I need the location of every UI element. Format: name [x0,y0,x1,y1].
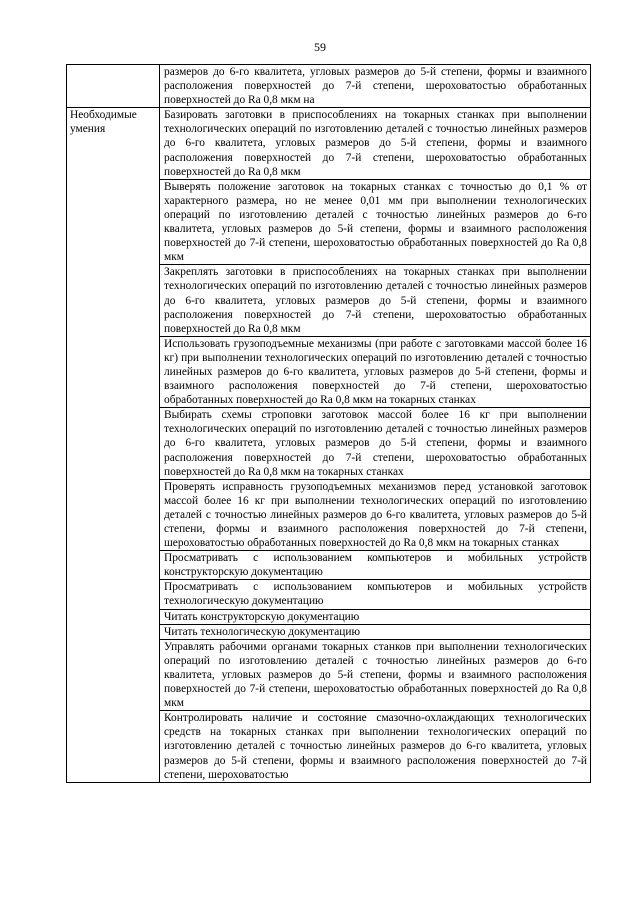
table-row [67,108,591,179]
continued-text-cell: размеров до 6-го квалитета, угловых размеров до 5-й степени, формы и взаимного расположения поверхностей до 7-й степени, шероховатостью обработанных поверхностей до Ra 0,8 мкм на [160,65,591,108]
skill-item: Выверять положение заготовок на токарных станках с точностью до 0,1 % от характерного размера, но не менее 0,01 мм при выполнении технологических операций по изготовлению деталей с точностью линейных размеров до 6-го квалитета, угловых размеров до 5-й степени, формы и взаимного расположения поверхностей до 7-й степени, шероховатостью обработанных поверхностей до Ra 0,8 мкм [160,179,591,265]
page-number: 59 [314,40,326,54]
skill-item: Просматривать с использованием компьютеров и мобильных устройств конструкторскую документацию [160,551,591,580]
skill-item: Просматривать с использованием компьютеров и мобильных устройств технологическую документацию [160,580,591,609]
skill-item: Выбирать схемы строповки заготовок массой более 16 кг при выполнении технологических операций по изготовлению деталей с точностью линейных размеров до 6-го квалитета, угловых размеров до 5-й степени, формы и взаимного расположения поверхностей до 7-й степени, шероховатостью обработанных поверхностей до Ra 0,8 мкм на токарных станках [160,408,591,479]
skill-item: Закреплять заготовки в приспособлениях на токарных станках при выполнении технологических операций по изготовлению деталей с точностью линейных размеров до 6-го квалитета, угловых размеров до 5-й степени, формы и взаимного расположения поверхностей до 7-й степени, шероховатостью обработанных поверхностей до Ra 0,8 мкм [160,265,591,336]
skill-item: Читать технологическую документацию [160,624,591,639]
skill-item: Базировать заготовки в приспособлениях на токарных станках при выполнении технологических операций по изготовлению деталей с точностью линейных размеров до 6-го квалитета, угловых размеров до 5-й степени, формы и взаимного расположения поверхностей до 7-й степени, шероховатостью обработанных поверхностей до Ra 0,8 мкм [160,108,591,179]
skill-item: Использовать грузоподъемные механизмы (при работе с заготовками массой более 16 кг) при выполнении технологических операций по изготовлению деталей с точностью линейных размеров до 6-го квалитета, угловых размеров до 5-й степени, формы и взаимного расположения поверхностей до 7-й степени, шероховатостью обработанных поверхностей до Ra 0,8 мкм на токарных станках [160,336,591,407]
section-label-cell: Необходимые умения [67,108,160,782]
skill-item: Проверять исправность грузоподъемных механизмов перед установкой заготовок массой более 16 кг при выполнении технологических операций по изготовлению деталей с точностью линейных размеров до 6-го квалитета, угловых размеров до 5-й степени, формы и взаимного расположения поверхностей до 7-й степени, шероховатостью обработанных поверхностей до Ra 0,8 мкм на токарных станках [160,479,591,550]
empty-label-cell [67,65,160,108]
skill-item: Управлять рабочими органами токарных станков при выполнении технологических операций по изготовлению деталей с точностью линейных размеров до 6-го квалитета, угловых размеров до 5-й степени, формы и взаимного расположения поверхностей до 7-й степени, шероховатостью обработанных поверхностей до Ra 0,8 мкм [160,639,591,710]
skills-table [66,64,591,783]
table-row [67,65,591,108]
skill-item: Контролировать наличие и состояние смазочно-охлаждающих технологических средств на токарных станках при выполнении технологических операций по изготовлению деталей с точностью линейных размеров до 6-го квалитета, угловых размеров до 5-й степени, формы и взаимного расположения поверхностей до 7-й степени, шероховатостью [160,711,591,782]
skill-item: Читать конструкторскую документацию [160,609,591,624]
